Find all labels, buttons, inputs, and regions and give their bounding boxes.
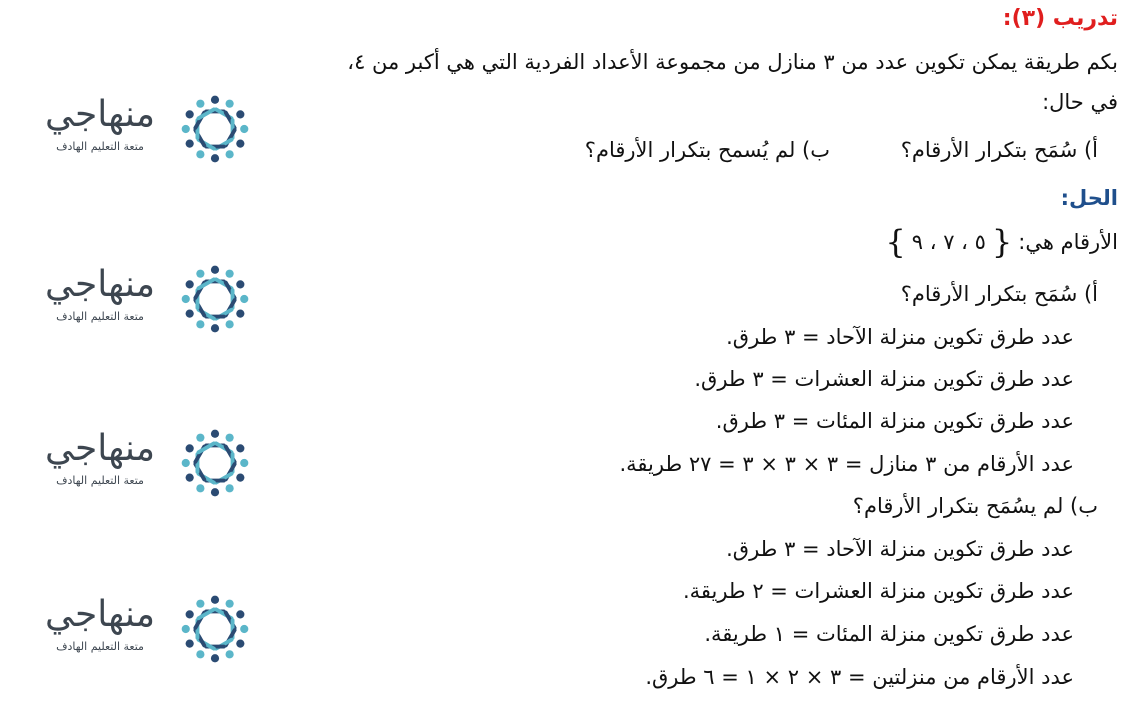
logo-tagline: متعة التعليم الهادف [56,140,144,153]
emblem-figure-head [236,110,244,118]
manhaji-logo [30,590,255,670]
manhaji-logo [30,260,255,340]
digits-values: ٥ ، ٧ ، ٩ [911,230,986,254]
part-a-line: عدد الأرقام من ٣ منازل = ٣ × ٣ × ٣ = ٢٧ طريقة. [619,452,1074,476]
emblem-figure-head [226,434,234,442]
digits-label: الأرقام هي: [1018,230,1118,254]
option-b: ب) لم يُسمح بتكرار الأرقام؟ [584,138,830,162]
part-b-line: عدد الأرقام من منزلتين = ٣ × ٢ × ١ = ٦ طرق. [645,665,1074,689]
emblem-figure-head [236,444,244,452]
emblem-figure-head [211,96,219,104]
logo-tagline: متعة التعليم الهادف [56,310,144,323]
emblem-figure-head [186,110,194,118]
emblem-figure-head [186,140,194,148]
emblem-figure-head [196,434,204,442]
emblem-figure-head [240,459,248,467]
emblem-figure-head [196,270,204,278]
emblem-figure-head [226,270,234,278]
logo-brand: منهاجي [45,264,155,305]
manhaji-logo [30,90,255,170]
open-brace: { [991,223,1013,261]
emblem-figure-head [240,295,248,303]
emblem-figure-head [211,596,219,604]
emblem-figure-head [226,484,234,492]
solution-heading: الحل: [1060,186,1118,210]
emblem-figure-head [182,459,190,467]
emblem-figure-head [182,125,190,133]
emblem-figure-head [196,600,204,608]
emblem-figure-head [196,150,204,158]
emblem-figure-head [226,650,234,658]
emblem-figure-head [240,125,248,133]
emblem-figure-head [236,640,244,648]
emblem-figure-head [226,100,234,108]
emblem-figure-head [226,320,234,328]
emblem-figure-head [226,600,234,608]
close-brace: } [885,223,906,261]
logo-brand: منهاجي [45,594,155,635]
emblem-figure-head [186,444,194,452]
emblem-figure-head [236,140,244,148]
emblem-figure-head [186,280,194,288]
emblem-figure-head [186,474,194,482]
logo-brand: منهاجي [45,94,155,135]
manhaji-emblem-icon [176,90,254,168]
part-b-line: عدد طرق تكوين منزلة المئات = ١ طريقة. [704,622,1074,646]
emblem-figure-head [196,320,204,328]
emblem-figure-head [211,488,219,496]
part-b-line: عدد طرق تكوين منزلة العشرات = ٢ طريقة. [682,579,1074,603]
emblem-figure-head [226,150,234,158]
emblem-figure-head [186,640,194,648]
emblem-figure-head [211,430,219,438]
manhaji-emblem-icon [176,260,254,338]
logo-brand: منهاجي [45,428,155,469]
emblem-figure-head [236,474,244,482]
emblem-figure-head [196,100,204,108]
emblem-figure-head [182,625,190,633]
option-a: أ) سُمَح بتكرار الأرقام؟ [900,138,1098,162]
part-a-line: عدد طرق تكوين منزلة الآحاد = ٣ طرق. [726,325,1074,349]
emblem-figure-head [236,280,244,288]
emblem-figure-head [196,650,204,658]
part-a-line: عدد طرق تكوين منزلة العشرات = ٣ طرق. [694,367,1074,391]
manhaji-logo [30,424,255,504]
emblem-figure-head [240,625,248,633]
manhaji-emblem-icon [176,590,254,668]
logo-tagline: متعة التعليم الهادف [56,474,144,487]
emblem-figure-head [211,266,219,274]
emblem-figure-head [211,154,219,162]
emblem-figure-head [186,610,194,618]
emblem-figure-head [196,484,204,492]
part-b-label: ب) لم يسُمَح بتكرار الأرقام؟ [852,494,1098,518]
question-line-2: في حال: [1042,90,1118,114]
logo-tagline: متعة التعليم الهادف [56,640,144,653]
emblem-figure-head [211,324,219,332]
emblem-figure-head [236,310,244,318]
manhaji-emblem-icon [176,424,254,502]
exercise-title: تدريب (٣): [1002,6,1118,31]
emblem-figure-head [186,310,194,318]
part-a-line: عدد طرق تكوين منزلة المئات = ٣ طرق. [715,409,1074,433]
emblem-figure-head [236,610,244,618]
part-b-line: عدد طرق تكوين منزلة الآحاد = ٣ طرق. [726,537,1074,561]
part-a-label: أ) سُمَح بتكرار الأرقام؟ [900,282,1098,306]
question-line-1: بكم طريقة يمكن تكوين عدد من ٣ منازل من مجموعة الأعداد الفردية التي هي أكبر من ٤، [347,50,1118,74]
emblem-figure-head [211,654,219,662]
emblem-figure-head [182,295,190,303]
digits-set-row [885,223,1118,261]
